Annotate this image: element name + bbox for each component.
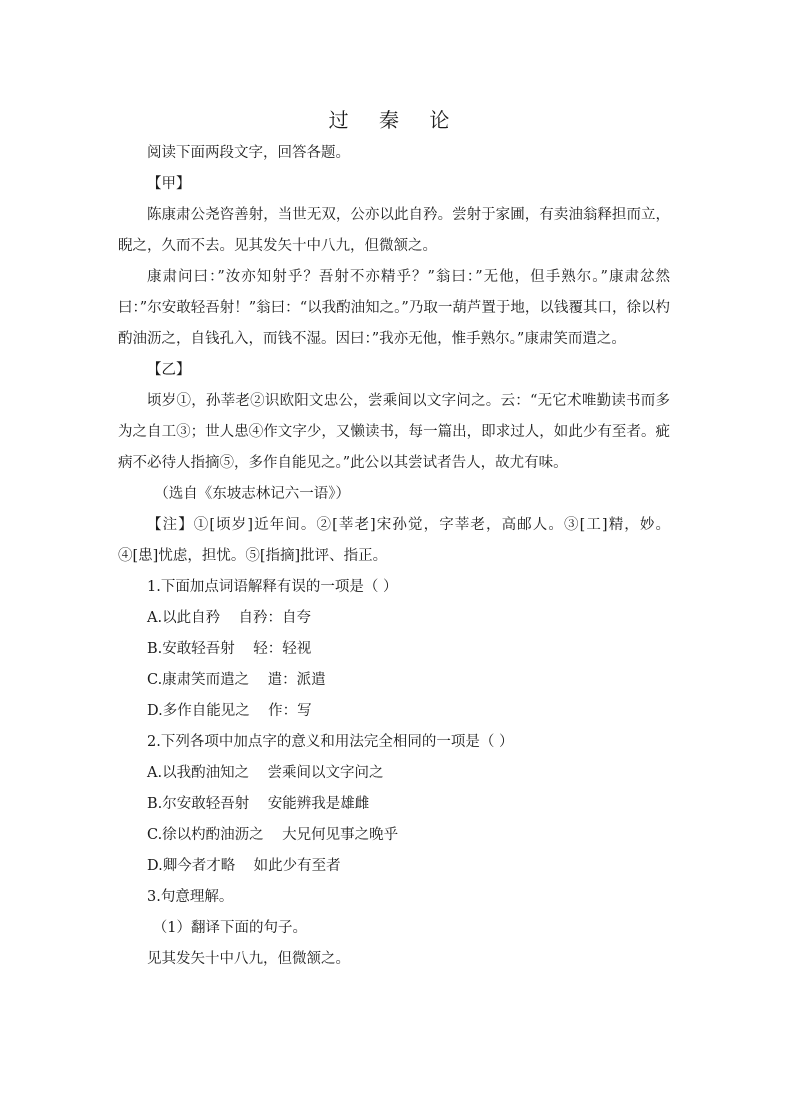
- section-label-jia: 【甲】: [147, 176, 191, 192]
- document-body: [118, 138, 670, 975]
- passage-yi-paragraph-1: 顷岁①，孙莘老②识欧阳文忠公，尝乘间以文字问之。云：“无它术唯勤读书而多为之自工③；世人患④作文字少，又懒读书，每一篇出，即求过人，如此少有至者。疵病不必待人指摘⑤，多作自能见之。”此公以其尝试者告人，故尤有味。: [118, 393, 670, 471]
- section-label-yi: 【乙】: [147, 362, 191, 378]
- question-2-option-d: D.卿今者才略 如此少有至者: [147, 858, 341, 874]
- question-3-stem: 3.句意理解。: [147, 889, 234, 905]
- page-title: 过 秦 论: [328, 108, 462, 132]
- question-1-option-b: B.安敢轻吾射 轻：轻视: [147, 641, 312, 657]
- question-1-stem: 1.下面加点词语解释有误的一项是（ ）: [147, 579, 398, 595]
- question-2-option-a: A.以我酌油知之 尝乘间以文字问之: [147, 765, 384, 781]
- question-1-option-c: C.康肃笑而遣之 遣：派遣: [147, 672, 326, 688]
- question-2-stem: 2.下列各项中加点字的意义和用法完全相同的一项是（ ）: [147, 734, 514, 750]
- passage-jia-paragraph-1: 陈康肃公尧咨善射，当世无双，公亦以此自矜。尝射于家圃，有卖油翁释担而立，睨之，久而不去。见其发矢十中八九，但微颔之。: [118, 207, 670, 254]
- question-3-subquestion-1: （1）翻译下面的句子。: [152, 920, 308, 936]
- instructions: 阅读下面两段文字，回答各题。: [147, 145, 350, 161]
- passage-jia-paragraph-2: 康肃问曰：”汝亦知射乎？吾射不亦精乎？”翁曰：”无他，但手熟尔。”康肃忿然曰：”尔安敢轻吾射！”翁曰：“以我酌油知之。”乃取一葫芦置于地，以钱覆其口，徐以杓酌油沥之，自钱孔入，而钱不湿。因曰：”我亦无他，惟手熟尔。”康肃笑而遣之。: [118, 269, 670, 347]
- passage-source: （选自《东坡志林记六一语》）: [154, 486, 350, 502]
- annotation-notes: 【注】①[顷岁]近年间。②[莘老]宋孙觉，字莘老，高邮人。③[工]精，妙。④[患]忧虑，担忧。⑤[指摘]批评、指正。: [118, 517, 670, 564]
- question-2-option-c: C.徐以杓酌油沥之 大兄何见事之晚乎: [147, 827, 399, 843]
- question-1-option-d: D.多作自能见之 作：写: [147, 703, 312, 719]
- question-3-sentence: 见其发矢十中八九，但微颔之。: [147, 951, 350, 967]
- question-1-option-a: A.以此自矜 自矜：自夸: [147, 610, 312, 626]
- question-2-option-b: B.尔安敢轻吾射 安能辨我是雄雌: [147, 796, 370, 812]
